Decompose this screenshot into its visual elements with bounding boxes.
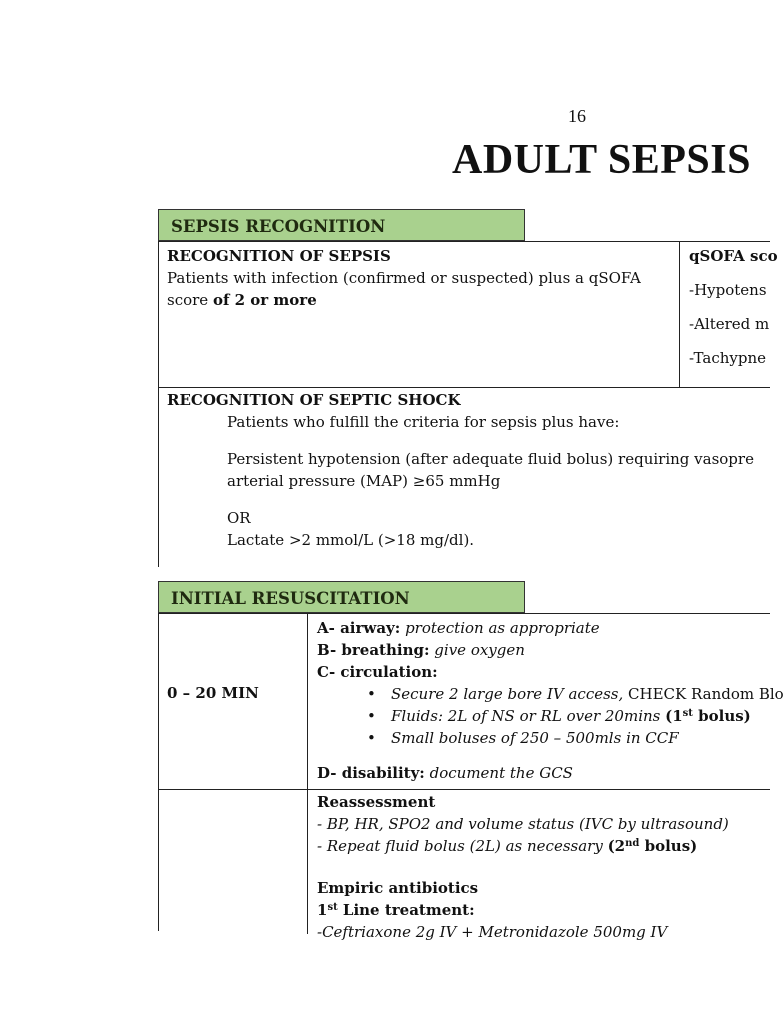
sepsis-definition-line1: Patients with infection (confirmed or suspected) plus a qSOFA	[167, 269, 641, 287]
septic-shock-lactate: Lactate >2 mmol/L (>18 mg/dl).	[227, 531, 475, 549]
first-line-label: Line treatment:	[337, 901, 475, 919]
breathing-line	[317, 639, 777, 661]
first-line-treatment	[317, 899, 777, 921]
section-header-sepsis-recognition: SEPSIS RECOGNITION	[158, 209, 525, 241]
abcd-cell	[317, 617, 784, 784]
page-number: 16	[568, 106, 586, 126]
fluids-text: Fluids: 2L of NS or RL over 20mins	[391, 707, 666, 725]
airway-label: A- airway:	[317, 619, 401, 637]
qsofa-item-tachypnea: -Tachypne	[689, 349, 766, 367]
sepsis-definition-score: score	[167, 291, 213, 309]
second-bolus-sup: nd	[625, 838, 640, 849]
qsofa-column-divider	[679, 242, 680, 388]
airway-text: protection as appropriate	[400, 619, 600, 637]
breathing-label: B- breathing:	[317, 641, 430, 659]
circulation-label: C- circulation:	[317, 663, 438, 681]
first-line-sup: st	[327, 902, 338, 913]
breathing-text: give oxygen	[429, 641, 525, 659]
reassessment-line1: - BP, HR, SPO2 and volume status (IVC by ultrasound)	[317, 815, 729, 833]
row-divider	[159, 387, 770, 388]
first-line-regimen: -Ceftriaxone 2g IV + Metronidazole 500mg IV	[317, 923, 668, 941]
first-bolus-sup: st	[682, 708, 693, 719]
septic-shock-hypotension-line1: Persistent hypotension (after adequate fluid bolus) requiring vasopre	[227, 450, 754, 468]
septic-shock-title: RECOGNITION OF SEPTIC SHOCK	[167, 391, 461, 409]
septic-shock-hypotension-line2: arterial pressure (MAP) ≥65 mmHg	[227, 472, 501, 490]
disability-label: D- disability:	[317, 764, 425, 782]
second-bolus-close: bolus)	[639, 837, 698, 855]
reassessment-title: Reassessment	[317, 793, 436, 811]
time-label-0-20-min: 0 – 20 MIN	[167, 684, 259, 702]
empiric-antibiotics-title: Empiric antibiotics	[317, 879, 479, 897]
row-divider	[159, 789, 770, 790]
septic-shock-or: OR	[227, 509, 251, 527]
first-bolus-open: (1	[665, 707, 683, 725]
section-header-initial-resuscitation: INITIAL RESUSCITATION	[158, 581, 525, 613]
qsofa-item-altered-mentation: -Altered m	[689, 315, 770, 333]
qsofa-item-hypotension: -Hypotens	[689, 281, 767, 299]
recognition-of-sepsis-cell	[167, 245, 672, 311]
iv-access-text: Secure 2 large bore IV access,	[391, 685, 624, 703]
qsofa-title: qSOFA sco	[689, 247, 778, 265]
bullet-small-boluses	[391, 727, 777, 749]
sepsis-definition-threshold: of 2 or more	[212, 291, 317, 309]
septic-shock-criteria-intro: Patients who fulfill the criteria for sepsis plus have:	[227, 413, 620, 431]
sepsis-recognition-table	[158, 241, 778, 567]
second-bolus-open: (2	[607, 837, 626, 855]
repeat-bolus-text: - Repeat fluid bolus (2L) as necessary	[317, 837, 608, 855]
disability-text: document the GCS	[424, 764, 573, 782]
bullet-iv-access	[391, 683, 784, 705]
reassessment-line2	[317, 835, 777, 857]
septic-shock-cell	[167, 389, 772, 551]
sepsis-definition-line2	[167, 289, 672, 311]
disability-line	[317, 762, 777, 784]
bullet-fluids	[391, 705, 777, 727]
first-bolus-close: bolus)	[692, 707, 751, 725]
recognition-of-sepsis-title: RECOGNITION OF SEPSIS	[167, 247, 391, 265]
first-line-num: 1	[317, 901, 328, 919]
initial-resuscitation-table	[158, 613, 784, 941]
time-column-divider	[307, 614, 308, 934]
page-title: ADULT SEPSIS	[452, 137, 751, 183]
reassessment-cell	[317, 791, 777, 943]
circulation-bullets	[317, 683, 784, 749]
qsofa-cell	[689, 245, 779, 369]
check-blood-text: CHECK Random Blo	[623, 685, 784, 703]
airway-line	[317, 617, 777, 639]
small-boluses-text: Small boluses of 250 – 500mls in CCF	[391, 729, 679, 747]
